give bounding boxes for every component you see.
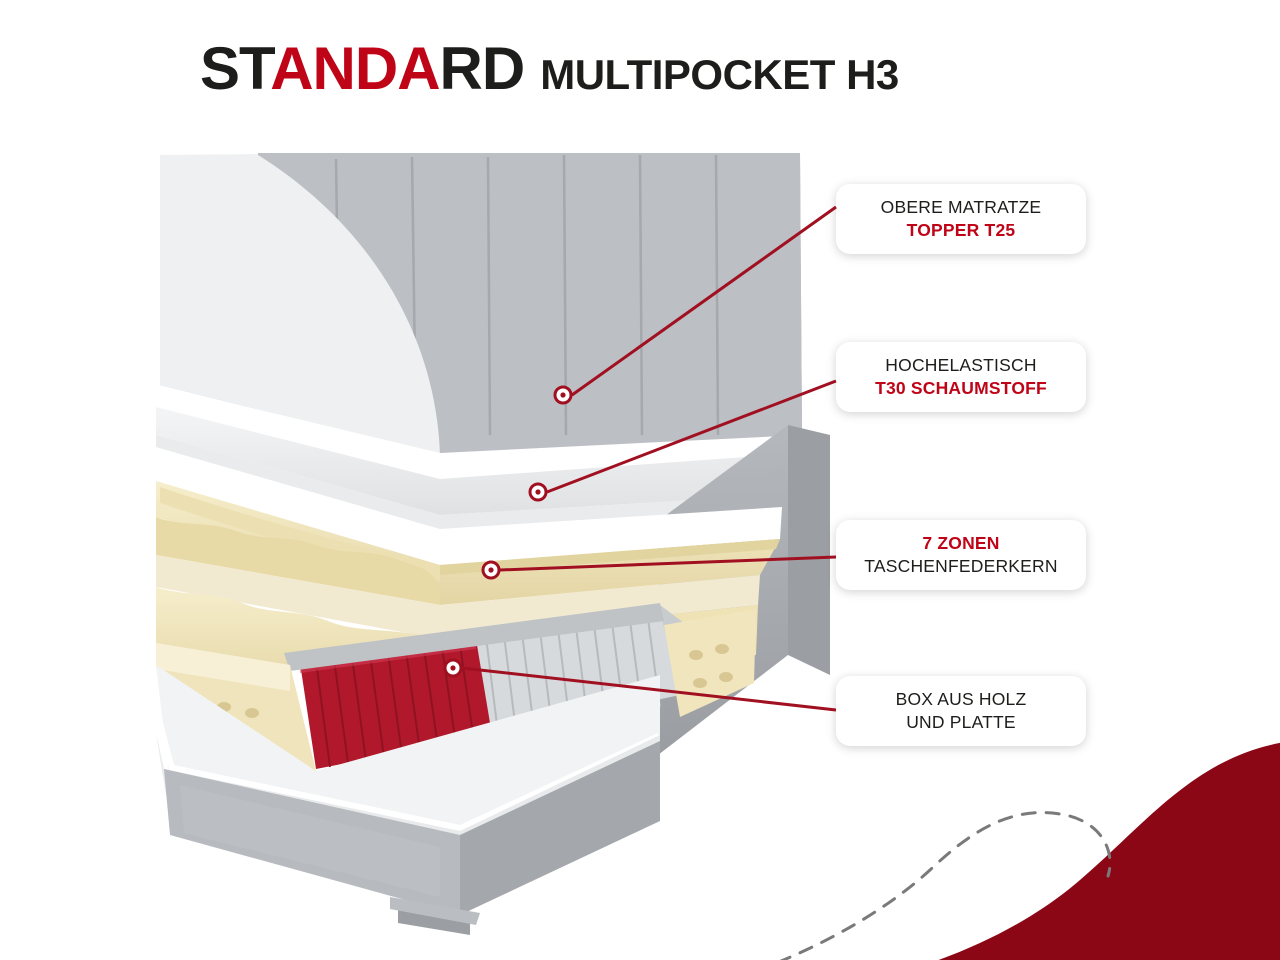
callout-line: HOCHELASTISCH — [885, 355, 1037, 375]
callout-line: OBERE MATRATZE — [880, 197, 1042, 217]
boxspring-bed-cutaway-illustration — [140, 135, 860, 935]
title-main-suffix: RD — [439, 35, 525, 102]
callout-box-aus-holz[interactable] — [836, 676, 1086, 746]
callout-7-zonen[interactable] — [836, 520, 1086, 590]
callout-line: TASCHENFEDERKERN — [864, 556, 1058, 577]
title-main-prefix: ST — [200, 35, 271, 102]
foam-frame-right — [664, 609, 756, 717]
title-subtitle: MULTIPOCKET H3 — [540, 51, 899, 98]
callout-line-accent: TOPPER T25 — [906, 220, 1016, 241]
callout-hochelastisch[interactable] — [836, 342, 1086, 412]
callout-obere-matratze[interactable] — [836, 184, 1086, 254]
callout-line: UND PLATTE — [906, 712, 1016, 733]
title-main-accent: ANDA — [270, 35, 440, 102]
callout-line: BOX AUS HOLZ — [895, 689, 1027, 709]
decorative-swoosh-top-icon — [1060, 0, 1280, 80]
title-main — [200, 34, 524, 103]
callout-line-accent: 7 ZONEN — [922, 533, 1000, 553]
page-title — [200, 34, 899, 103]
callout-line-accent: T30 SCHAUMSTOFF — [875, 378, 1047, 399]
